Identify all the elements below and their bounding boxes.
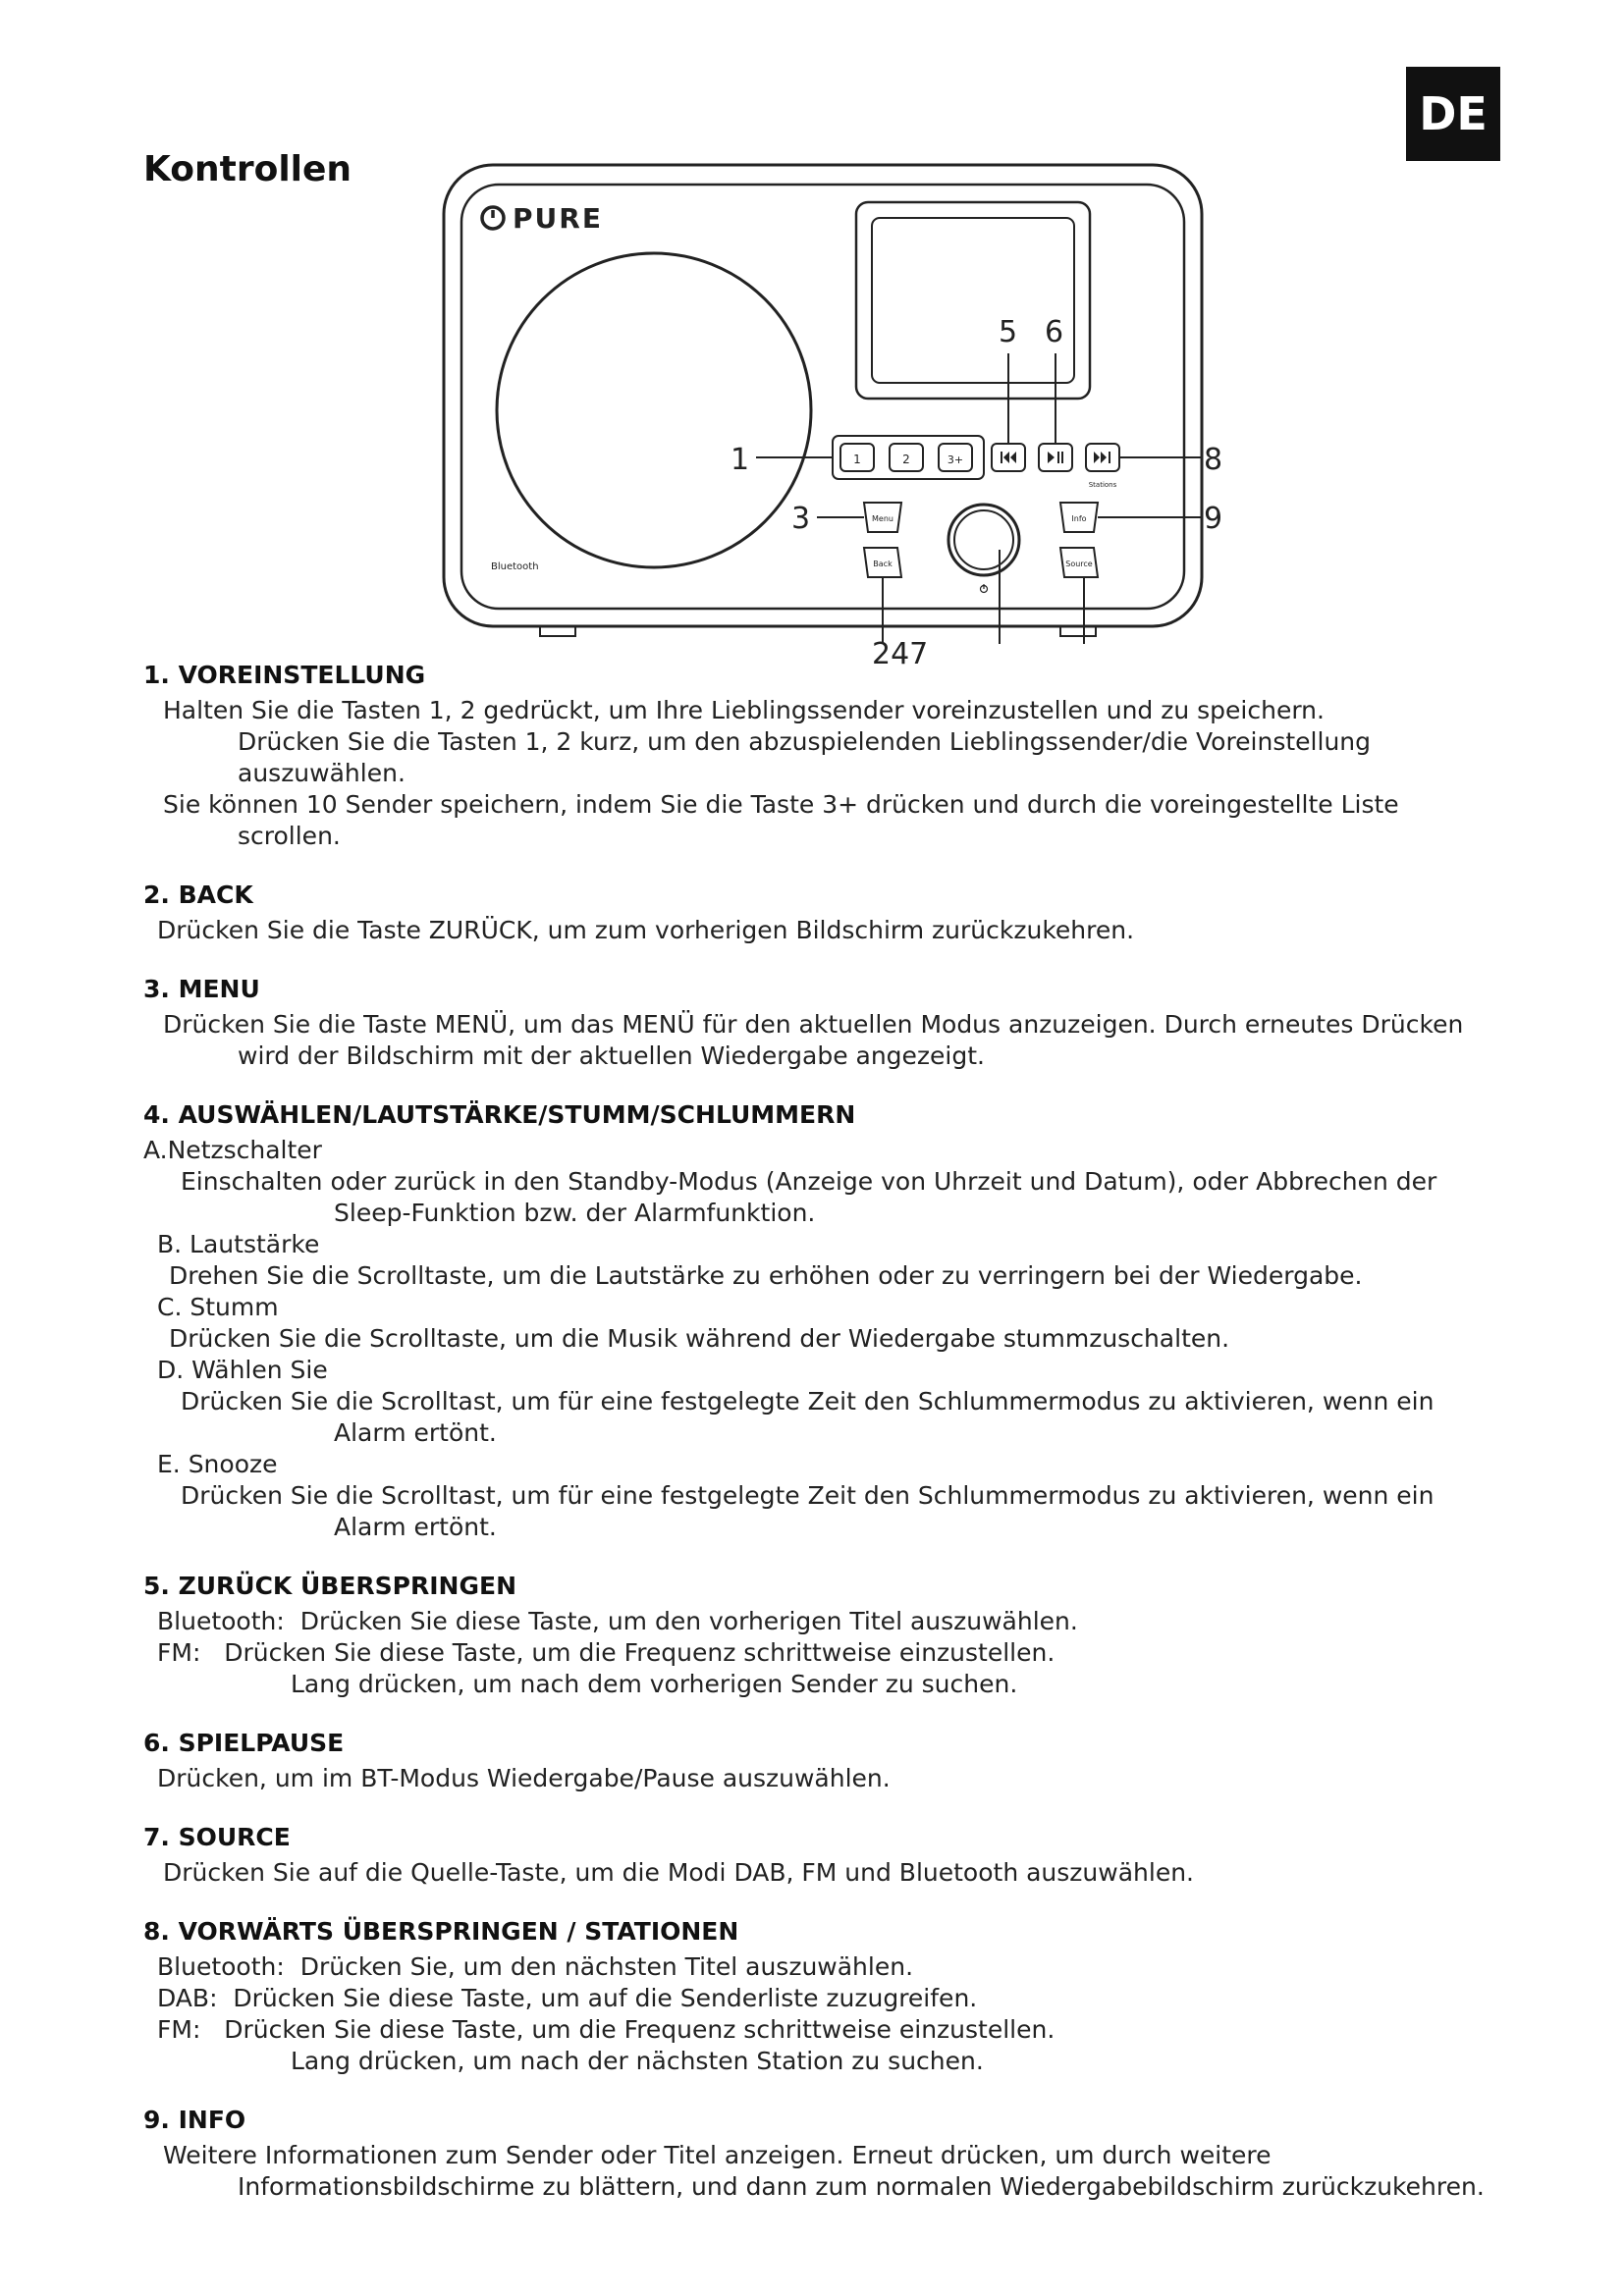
preset-button-1-label: 1 [853,453,861,466]
page-title: Kontrollen [143,149,352,189]
stations-label: Stations [1088,481,1117,489]
section-skip-forward [143,1916,1498,2077]
section-line: Lang drücken, um nach der nächsten Station zu suchen. [291,2047,984,2075]
preset-button-1[interactable] [840,444,874,471]
section-heading: 7. SOURCE [143,1823,291,1851]
section-line [157,1983,1498,2014]
callout-5: 5 [999,315,1018,349]
callout-3: 3 [791,502,811,536]
menu-button-label: Menu [872,514,893,523]
power-icon [981,584,988,593]
sub-item-label: E. Snooze [157,1450,278,1478]
radio-inner-panel [461,185,1184,609]
section-line: Drücken Sie die Tasten 1, 2 kurz, um den abzuspielenden Lieblingssender/die Voreinstellung auszuwählen. [238,727,1372,787]
callout-6: 6 [1045,315,1064,349]
section-line: Drücken Sie auf die Quelle-Taste, um die Modi DAB, FM und Bluetooth auszuwählen. [163,1858,1194,1887]
line-prefix: FM: [157,2015,201,2044]
info-button[interactable] [1060,503,1098,532]
section-line: Drücken Sie die Taste ZURÜCK, um zum vorherigen Bildschirm zurückzukehren. [157,916,1135,944]
section-heading: 6. SPIELPAUSE [143,1729,345,1757]
preset-button-3plus-label: 3+ [947,454,964,466]
section-heading: 2. BACK [143,881,253,909]
play-pause-icon [1048,452,1062,463]
section-menu [143,974,1498,1072]
sub-item-text: Drücken Sie die Scrolltaste, um die Musik während der Wiedergabe stummzuschalten. [169,1324,1230,1353]
section-line: Weitere Informationen zum Sender oder Titel anzeigen. Erneut drücken, um durch weitere Informationsbildschirme zu blättern, und dann zum normalen Wiedergabebildschirm zurückzukehren. [163,2141,1485,2201]
sub-item-text: Drücken Sie die Scrolltast, um für eine festgelegte Zeit den Schlummermodus zu aktivieren, wenn ein Alarm ertönt. [181,1387,1435,1447]
display-screen-inner [872,218,1074,383]
preset-button-3plus[interactable] [939,444,972,471]
callout-247: 247 [872,637,929,667]
skip-forward-icon [1094,452,1110,463]
section-line: Lang drücken, um nach dem vorherigen Sender zu suchen. [291,1670,1018,1698]
section-heading: 3. MENU [143,975,260,1003]
line-text: Drücken Sie diese Taste, um auf die Senderliste zuzugreifen. [233,1984,978,2012]
sub-item-text: Einschalten oder zurück in den Standby-Modus (Anzeige von Uhrzeit und Datum), oder Abbrechen der Sleep-Funktion bzw. der Alarmfunktion. [181,1167,1437,1227]
callout-9: 9 [1204,502,1223,536]
section-line: Drücken Sie die Taste MENÜ, um das MENÜ für den aktuellen Modus anzuzeigen. Durch erneutes Drücken wird der Bildschirm mit der aktuellen Wiedergabe angezeigt. [163,1010,1464,1070]
section-line: Halten Sie die Tasten 1, 2 gedrückt, um Ihre Lieblingssender voreinzustellen und zu speichern. [163,696,1325,724]
info-button-label: Info [1071,514,1087,523]
section-back [143,880,1498,946]
line-text: Drücken Sie diese Taste, um die Frequenz schrittweise einzustellen. [224,1638,1056,1667]
section-skip-back [143,1571,1498,1700]
skip-back-icon [1001,452,1016,463]
section-line [157,1606,1498,1637]
sub-item-text: Drücken Sie die Scrolltast, um für eine festgelegte Zeit den Schlummermodus zu aktivieren, wenn ein Alarm ertönt. [181,1481,1435,1541]
skip-forward-button[interactable] [1086,444,1119,471]
section-heading: 1. VOREINSTELLUNG [143,661,426,689]
sub-item-label: A.Netzschalter [143,1136,322,1164]
section-info [143,2105,1498,2203]
section-line [157,1637,1498,1669]
sub-item-label: C. Stumm [157,1293,279,1321]
bluetooth-label: Bluetooth [491,561,539,572]
section-line [157,1951,1498,1983]
section-heading: 9. INFO [143,2106,246,2134]
section-heading: 4. AUSWÄHLEN/LAUTSTÄRKE/STUMM/SCHLUMMERN [143,1100,856,1129]
section-source [143,1822,1498,1889]
brand-label: PURE [513,202,603,235]
sub-item-label: D. Wählen Sie [157,1356,328,1384]
pure-logo-icon [482,207,504,229]
volume-knob[interactable] [948,505,1019,575]
callout-8: 8 [1204,443,1223,477]
line-prefix: DAB: [157,1984,218,2012]
back-button[interactable] [864,548,901,577]
line-prefix: FM: [157,1638,201,1667]
sub-item-label: B. Lautstärke [157,1230,320,1258]
preset-button-2[interactable] [890,444,923,471]
section-heading: 8. VORWÄRTS ÜBERSPRINGEN / STATIONEN [143,1917,739,1946]
section-play-pause [143,1728,1498,1794]
sub-item-text: Drehen Sie die Scrolltaste, um die Lautstärke zu erhöhen oder zu verringern bei der Wiedergabe. [169,1261,1363,1290]
section-heading: 5. ZURÜCK ÜBERSPRINGEN [143,1572,517,1600]
line-text: Drücken Sie, um den nächsten Titel auszuwählen. [299,1952,914,1981]
controls-description [143,660,1498,2230]
section-line: Drücken, um im BT-Modus Wiedergabe/Pause auszuwählen. [157,1764,891,1792]
section-line: Sie können 10 Sender speichern, indem Sie die Taste 3+ drücken und durch die voreingestellte Liste scrollen. [163,790,1399,850]
line-text: Drücken Sie diese Taste, um die Frequenz schrittweise einzustellen. [224,2015,1056,2044]
callout-1: 1 [731,443,750,477]
line-text: Drücken Sie diese Taste, um den vorherigen Titel auszuwählen. [299,1607,1078,1635]
radio-diagram [432,157,1237,667]
back-button-label: Back [873,560,893,568]
source-button-label: Source [1065,560,1093,568]
language-badge: DE [1406,67,1500,161]
source-button[interactable] [1060,548,1098,577]
preset-button-2-label: 2 [902,453,910,466]
section-line [157,2014,1498,2046]
line-prefix: Bluetooth: [157,1607,285,1635]
section-select-volume [143,1099,1498,1543]
skip-back-button[interactable] [992,444,1025,471]
speaker-grille [497,253,811,567]
section-preset [143,660,1498,852]
menu-button[interactable] [864,503,901,532]
play-pause-button[interactable] [1039,444,1072,471]
line-prefix: Bluetooth: [157,1952,285,1981]
